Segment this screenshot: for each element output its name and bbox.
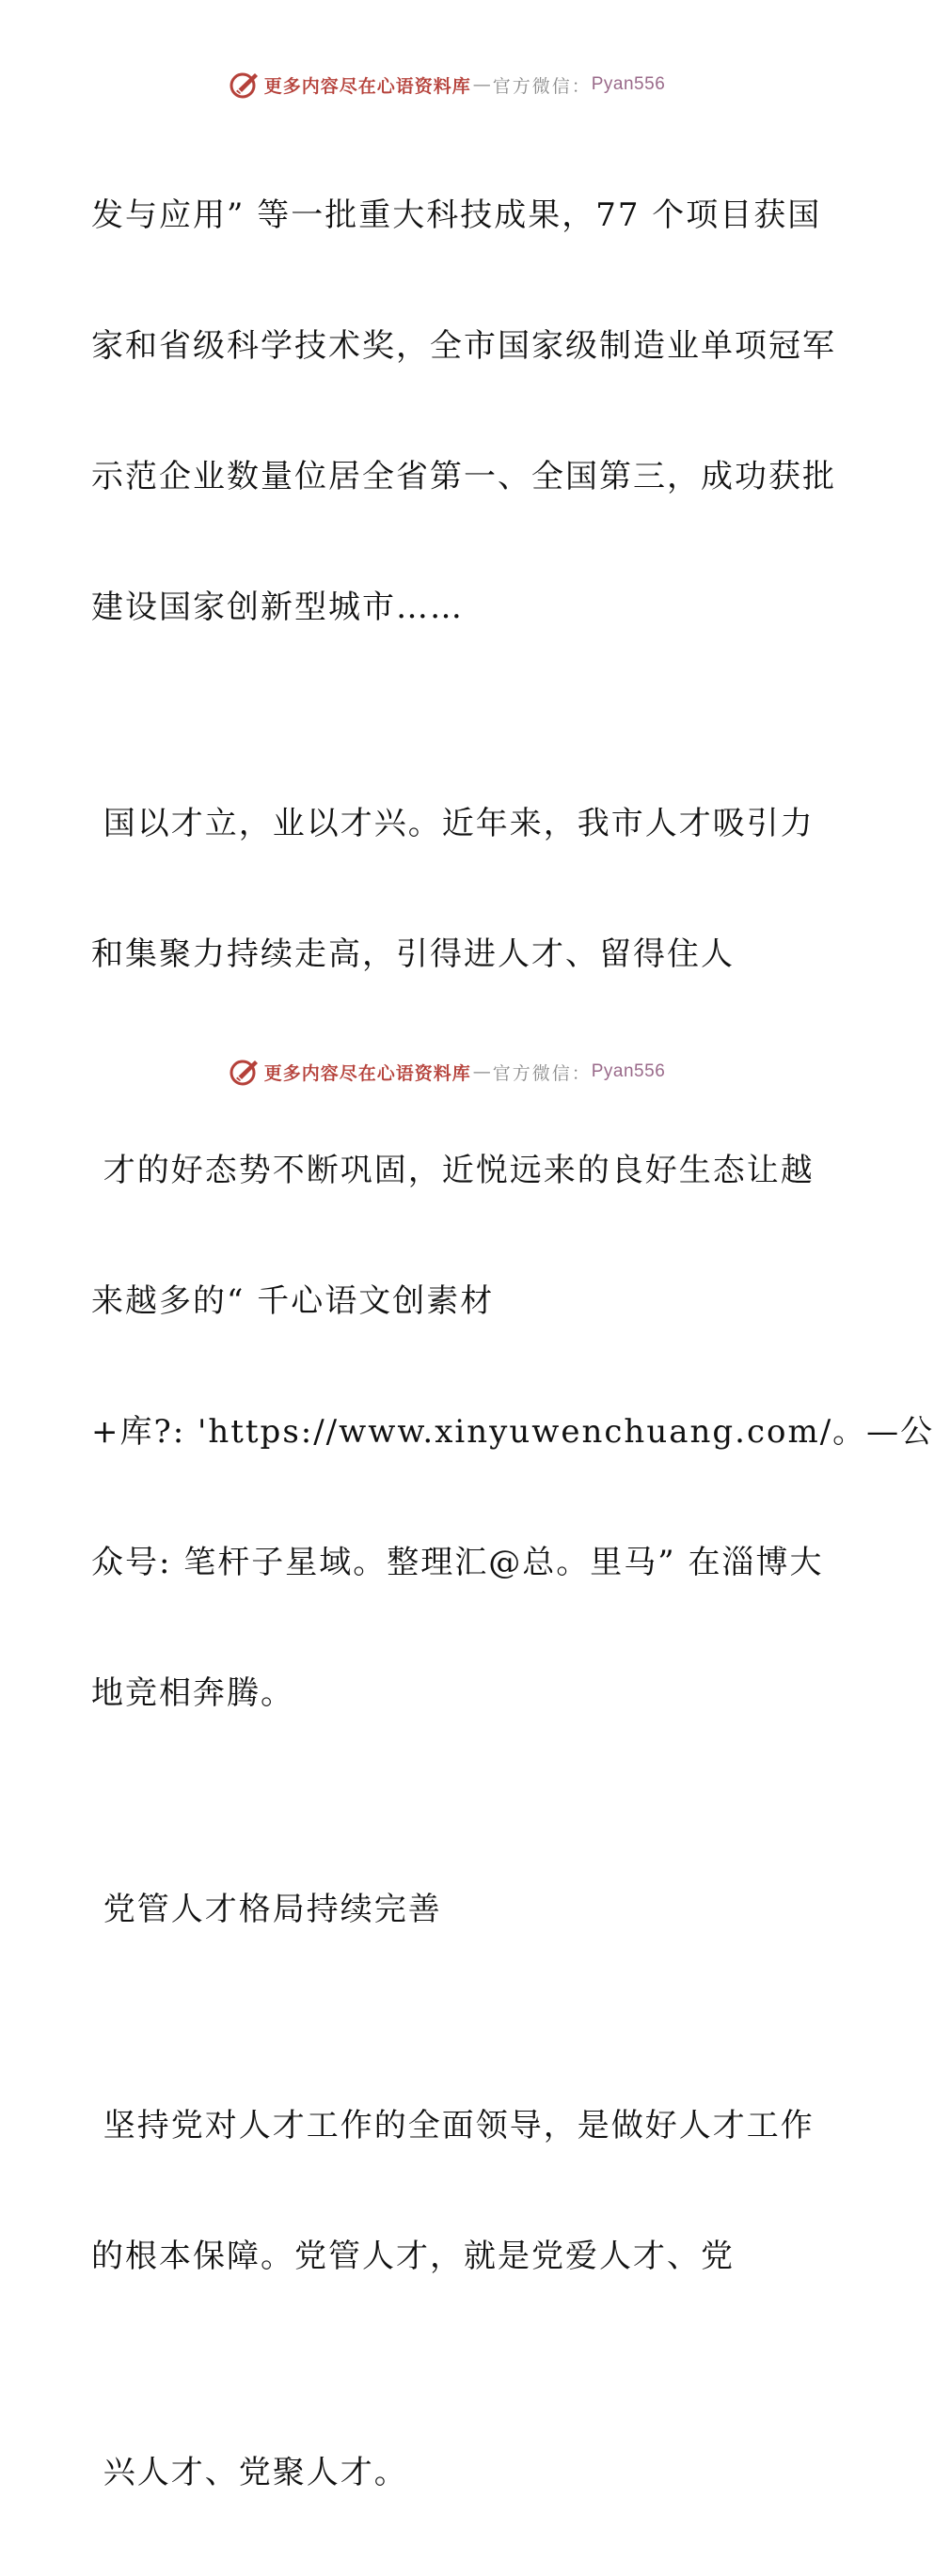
text-line: 建设国家创新型城市…… xyxy=(91,589,464,626)
paragraph-5 xyxy=(91,2023,815,2360)
text-line: 的根本保障。党管人才，就是党爱人才、党 xyxy=(91,2238,735,2275)
text-line: 众号: 笔杆子星域。整理汇@总。里马” 在淄博大 xyxy=(91,1544,824,1581)
text-line: +库?: 'https://www.xinyuwenchuang.com/。—公 xyxy=(91,1413,934,1451)
banner-wechat-id: Pyan556 xyxy=(591,1061,666,1081)
text-line: 党管人才格局持续完善 xyxy=(91,1891,442,1928)
header-banner xyxy=(0,66,894,103)
quill-logo-icon xyxy=(229,1056,261,1088)
banner-separator: — xyxy=(472,1061,491,1082)
text-line: 家和省级科学技术奖，全市国家级制造业单项冠军 xyxy=(91,327,836,365)
text-line: 来越多的“ 千心语文创素材 xyxy=(91,1282,495,1320)
banner-separator: — xyxy=(472,74,491,95)
quill-logo-icon xyxy=(229,69,261,101)
banner-suffix-text: 官方微信： xyxy=(492,1062,592,1084)
banner-suffix-text: 官方微信： xyxy=(492,75,592,97)
paragraph-1 xyxy=(91,113,836,711)
banner-main-text: 更多内容尽在心语资料库 xyxy=(263,1062,471,1084)
text-line: 示范企业数量位居全省第一、全国第三，成功获批 xyxy=(91,458,836,495)
banner-main-text: 更多内容尽在心语资料库 xyxy=(263,75,471,97)
text-line: 发与应用” 等一批重大科技成果，77 个项目获国 xyxy=(91,196,822,234)
footer-banner xyxy=(0,1053,894,1091)
text-line: 地竞相奔腾。 xyxy=(91,1674,294,1712)
text-line: 兴人才、党聚人才。 xyxy=(91,2454,408,2491)
paragraph-6 xyxy=(91,2370,806,2576)
text-line: 国以才立，业以才兴。近年来，我市人才吸引力 xyxy=(91,805,815,842)
text-line: 坚持党对人才工作的全面领导，是做好人才工作 xyxy=(91,2107,815,2144)
text-line: 和集聚力持续走高，引得进人才、留得住人 xyxy=(91,935,735,973)
banner-wechat-id: Pyan556 xyxy=(591,74,666,94)
paragraph-2 xyxy=(91,721,815,1058)
document-body xyxy=(91,113,934,2576)
paragraph-3 xyxy=(91,1068,934,1797)
section-heading xyxy=(91,1807,806,2013)
text-line: 才的好态势不断巩固，近悦远来的良好生态让越 xyxy=(91,1152,815,1189)
